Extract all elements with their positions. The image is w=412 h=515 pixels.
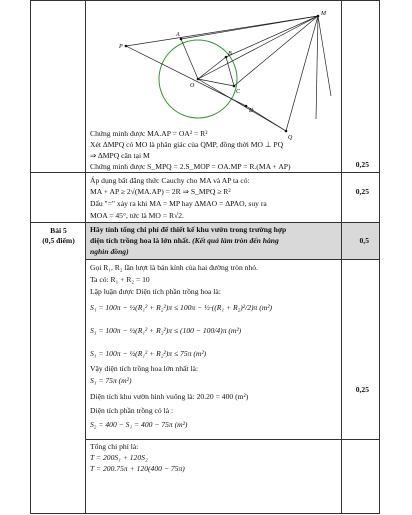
table-row xyxy=(31,173,380,223)
cost-cell xyxy=(86,440,342,514)
proof-line-2: Xét ΔMPQ có MO là phân giác của QMP, đồng thời MO ⊥ PQ xyxy=(90,140,284,149)
solution-line-1: Gọi R₁, R₂ lần lượt là bán kính của hai đường tròn nhỏ. xyxy=(90,263,258,272)
solution-line-9: Diện tích khu vườn hình vuông là: 20.20 = 400 (m²) xyxy=(90,392,249,401)
figure-label-p: P xyxy=(119,44,123,50)
solution-line-2: Ta có: R₁ + R₂ = 10 xyxy=(90,275,150,284)
solution-line-3: Lập luận được Diện tích phần trồng hoa là: xyxy=(90,287,221,296)
score-badge: 0,5 xyxy=(359,236,369,245)
proof-line-4: Chứng minh được S_MPQ = 2.S_MOP = OA.MP = R.(MA + AP) xyxy=(90,162,291,171)
solution-line-6: S₁ = 100π − ½(R₁² + R₂²)π ≤ 75π (m²) xyxy=(90,349,207,358)
problem-label-cell xyxy=(31,223,86,514)
question-line-2: diện tích trồng hoa là lớn nhất. (Kết quả làm tròn đến hàng xyxy=(90,236,279,245)
cauchy-cell xyxy=(86,173,342,223)
cauchy-line-4: MOA = 45°, tức là MO = R√2. xyxy=(90,211,184,220)
question-cell xyxy=(86,223,342,260)
cost-line-2: T = 200S₁ + 120S₂ xyxy=(90,453,148,462)
solution-line-7: Vậy diện tích trồng hoa lớn nhất là: xyxy=(90,364,198,373)
figure-label-b: B xyxy=(228,51,232,57)
solution-line-4: S₁ = 100π − ½(R₁² + R₂²)π ≤ 100π − ½·((R₁ + R₂)²/2)π (m²) xyxy=(90,303,273,312)
proof-line-1: Chứng minh được MA.AP = OA² = R² xyxy=(90,129,208,138)
solution-line-11: S₂ = 400 − S₁ = 400 − 75π (m²) xyxy=(90,420,188,429)
solution-line-10: Diện tích phần trồng cỏ là : xyxy=(90,406,174,415)
geometry-solution-cell xyxy=(86,1,342,173)
problem-points: (0,5 điểm) xyxy=(42,236,75,245)
cost-line-1: Tổng chi phí là: xyxy=(90,442,139,451)
solution-table xyxy=(30,0,380,514)
figure-label-d: D xyxy=(249,108,254,114)
figure-label-m: M xyxy=(321,11,326,17)
question-line-3: nghìn đồng) xyxy=(90,247,129,256)
score-badge: 0,25 xyxy=(355,160,369,169)
figure-label-a: A xyxy=(176,32,180,38)
cauchy-line-2: MA + AP ≥ 2√(MA.AP) = 2R ⇒ S_MPQ ≥ R² xyxy=(90,187,231,196)
figure-label-c: C xyxy=(236,89,241,95)
figure-label-q: Q xyxy=(288,135,293,141)
table-row xyxy=(31,1,380,173)
figure-label-o: O xyxy=(190,83,195,89)
score-badge: 0,25 xyxy=(355,385,369,394)
cost-line-3: T = 200.75π + 120(400 − 75π) xyxy=(90,464,185,473)
table-row xyxy=(31,223,380,260)
score-badge: 0,25 xyxy=(355,187,369,196)
question-line-1: Hãy tính tổng chi phí để thiết kế khu vườn trong trường hợp xyxy=(90,225,287,234)
cauchy-line-3: Dấu "=" xảy ra khi MA = MP hay ΔMAO = ΔPAO, suy ra xyxy=(90,199,267,208)
solution-cell xyxy=(86,260,342,440)
cauchy-line-1: Áp dụng bất đẳng thức Cauchy cho MA và AP ta có: xyxy=(90,176,250,185)
problem-label: Bài 5 xyxy=(50,226,67,235)
proof-line-3: ⇒ ΔMPQ cân tại M xyxy=(90,151,150,160)
solution-line-8: S₁ = 75π (m²) xyxy=(90,376,132,385)
solution-line-5: S₁ = 100π − ½(R₁² + R₂²)π ≤ (100 − 100/4)π (m²) xyxy=(90,326,242,335)
